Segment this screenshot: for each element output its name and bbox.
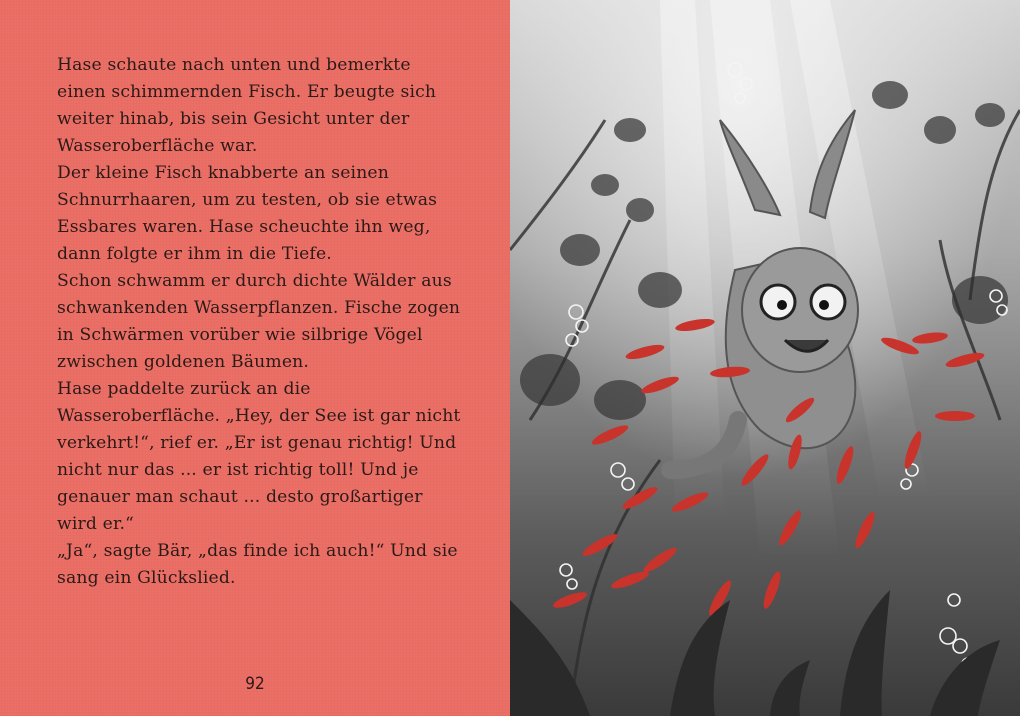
story-line: Hase paddelte zurück an die xyxy=(57,379,311,399)
story-line: Wasseroberfläche. „Hey, der See ist gar nicht xyxy=(57,406,461,426)
story-line: nicht nur das ... er ist richtig toll! Und je xyxy=(57,460,419,480)
story-line: einen schimmernden Fisch. Er beugte sich xyxy=(57,82,437,102)
story-line: sang ein Glückslied. xyxy=(57,568,236,588)
story-line: Der kleine Fisch knabberte an seinen xyxy=(57,163,389,183)
story-line: Essbares waren. Hase scheuchte ihn weg, xyxy=(57,217,431,237)
story-line: „Ja“, sagte Bär, „das finde ich auch!“ Und sie xyxy=(57,541,458,561)
underwater-illustration xyxy=(510,0,1020,716)
story-line: genauer man schaut ... desto großartiger xyxy=(57,487,423,507)
story-line: Schnurrhaaren, um zu testen, ob sie etwas xyxy=(57,190,438,210)
story-line: in Schwärmen vorüber wie silbrige Vögel xyxy=(57,325,423,345)
illustration-page xyxy=(510,0,1020,716)
story-line: Hase schaute nach unten und bemerkte xyxy=(57,55,411,75)
story-line: Wasseroberfläche war. xyxy=(57,136,258,156)
page-number: 92 xyxy=(245,674,265,694)
story-line: weiter hinab, bis sein Gesicht unter der xyxy=(57,109,410,129)
story-line: Schon schwamm er durch dichte Wälder aus xyxy=(57,271,452,291)
story-line: schwankenden Wasserpflanzen. Fische zogen xyxy=(57,298,461,318)
story-line: zwischen goldenen Bäumen. xyxy=(57,352,309,372)
story-line: wird er.“ xyxy=(57,514,134,534)
story-line: dann folgte er ihm in die Tiefe. xyxy=(57,244,332,264)
story-text xyxy=(57,52,467,592)
story-line: verkehrt!“, rief er. „Er ist genau richtig! Und xyxy=(57,433,457,453)
